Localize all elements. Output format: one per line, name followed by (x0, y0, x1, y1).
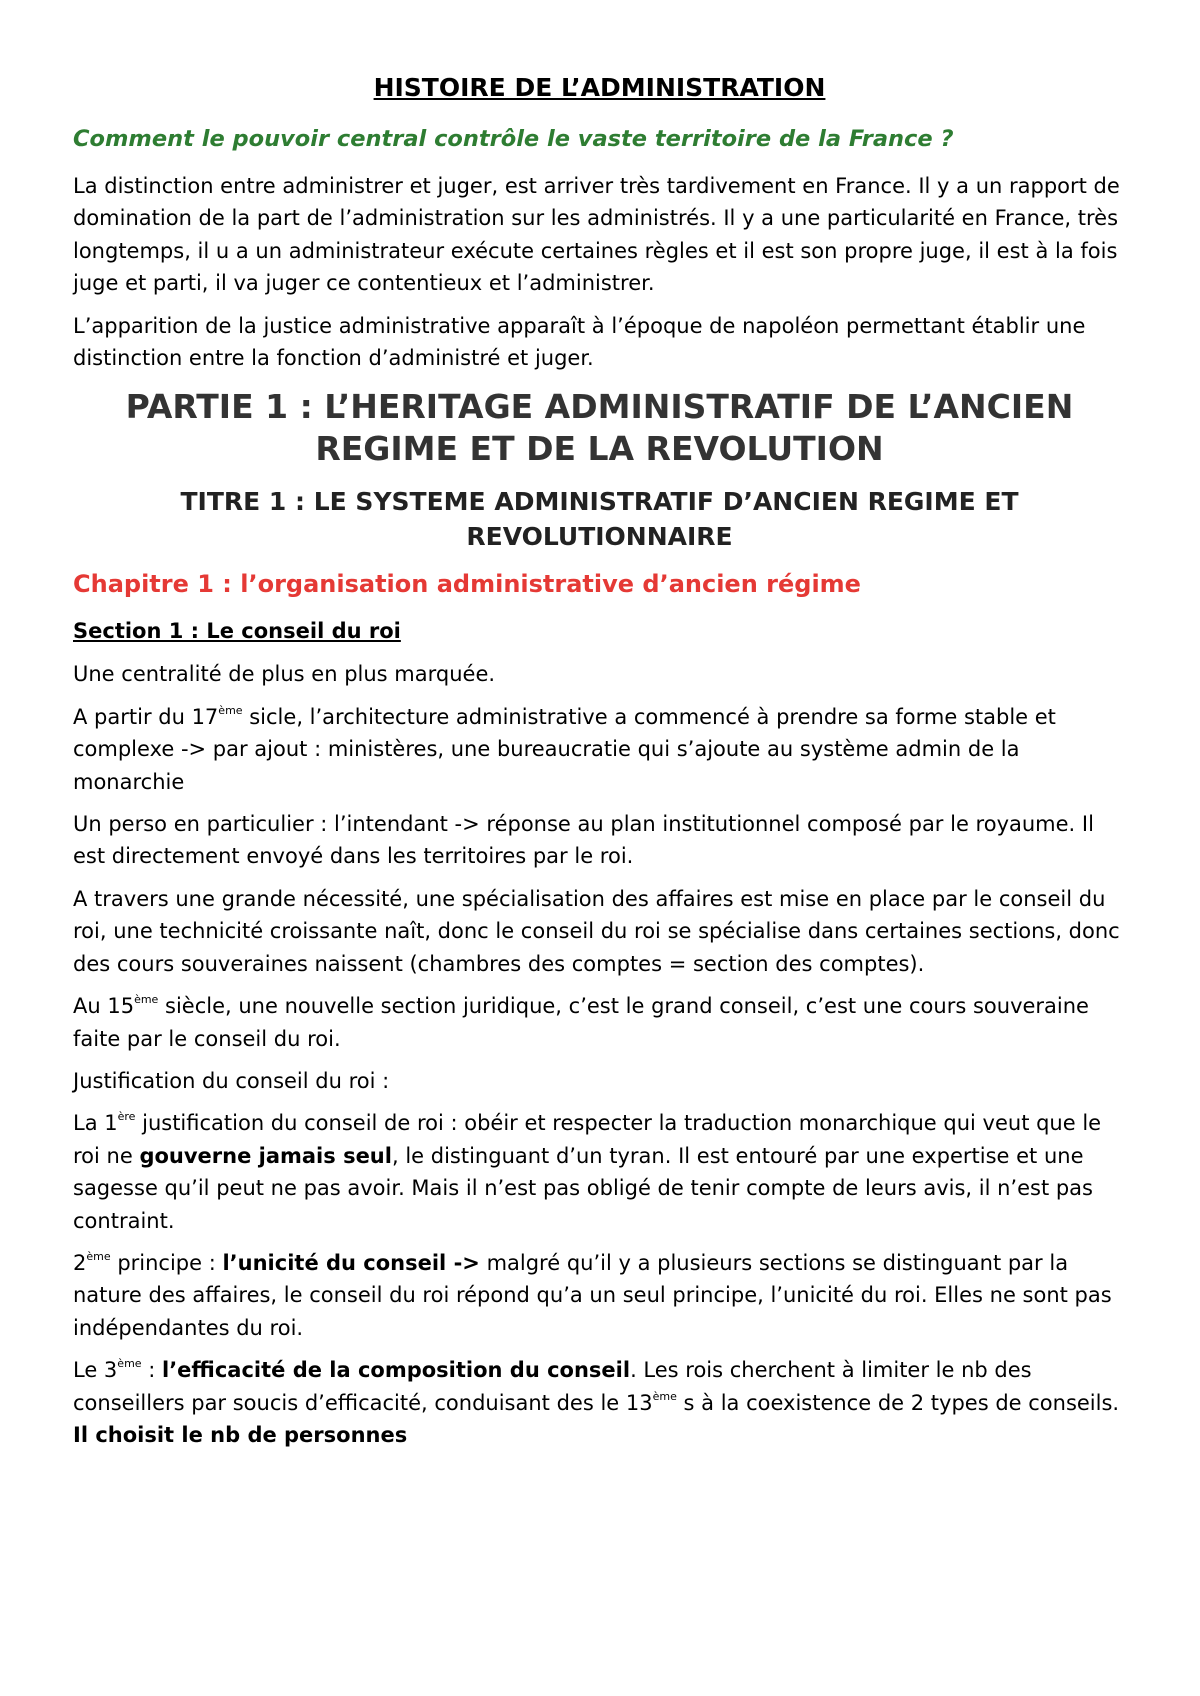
bold-text: l’efficacité de la composition du conseil (162, 1358, 631, 1383)
text-run: siècle, une nouvelle section juridique, c’est le grand conseil, c’est une cours souveraine faite par le conseil du roi. (73, 994, 1089, 1051)
text-run: malgré qu’il y a plusieurs sections se distinguant par la nature des affaires, le conseil du roi répond qu’a un seul principe, l’unicité du roi. Elles ne sont pas indépendantes du roi. (73, 1250, 1112, 1340)
bold-text: Il choisit le nb de personnes (73, 1422, 408, 1447)
text-run: principe : (110, 1250, 223, 1275)
paragraph-17-siecle (73, 701, 1126, 798)
paragraph-justification-3 (73, 1354, 1126, 1451)
section-heading: Section 1 : Le conseil du roi (73, 619, 401, 644)
title-heading: TITRE 1 : LE SYSTEME ADMINISTRATIF D’ANCIEN REGIME ET REVOLUTIONNAIRE (180, 487, 1019, 552)
paragraph-justification-1 (73, 1107, 1126, 1237)
paragraph-specialisation: A travers une grande nécessité, une spécialisation des affaires est mise en place par le conseil du roi, une technicité croissante naît, donc le conseil du roi se spécialise dans certaines sections, donc des cours souveraines naissent (chambres des comptes = section des comptes). (73, 886, 1120, 976)
text-run: justification du conseil de roi : obéir et respecter la traduction monarchique qui veut que le roi ne (73, 1111, 1102, 1168)
document-title: HISTOIRE DE L’ADMINISTRATION (373, 73, 826, 102)
paragraph-justification-heading: Justification du conseil du roi : (73, 1068, 390, 1093)
text-run: 2 (73, 1250, 87, 1275)
superscript: ème (218, 703, 243, 717)
text-run: : (141, 1358, 162, 1383)
text-run: . Les rois cherchent à limiter le nb des conseillers par soucis d’efficacité, conduisant des le 13 (73, 1358, 1032, 1415)
chapter-heading: Chapitre 1 : l’organisation administrative d’ancien régime (73, 570, 861, 599)
text-run: A partir du 17 (73, 704, 219, 729)
text-run: Le 3 (73, 1358, 118, 1383)
text-run: La 1 (73, 1111, 118, 1136)
text-run: , le distinguant d’un tyran. Il est entouré par une expertise et une sagesse qu’il peut ne pas avoir. Mais il n’est pas obligé de tenir compte de leurs avis, il n’est pas contraint. (73, 1143, 1093, 1233)
superscript: ème (117, 1357, 142, 1371)
part-heading: PARTIE 1 : L’HERITAGE ADMINISTRATIF DE L’ANCIEN REGIME ET DE LA REVOLUTION (125, 387, 1074, 469)
bold-text: l’unicité du conseil -> (222, 1250, 480, 1275)
text-run: sicle, l’architecture administrative a commencé à prendre sa forme stable et complexe -> par ajout : ministères, une bureaucratie qui s’ajoute au système admin de la monarchie (73, 704, 1056, 794)
bold-text: gouverne jamais seul (139, 1143, 392, 1168)
text-run: s à la coexistence de 2 types de conseils. (676, 1390, 1120, 1415)
document-subtitle: Comment le pouvoir central contrôle le vaste territoire de la France ? (73, 126, 954, 152)
intro-paragraph-2: L’apparition de la justice administrative apparaît à l’époque de napoléon permettant établir une distinction entre la fonction d’administré et juger. (73, 313, 1086, 371)
text-run: Au 15 (73, 994, 135, 1019)
paragraph-justification-2 (73, 1247, 1126, 1344)
superscript: ème (652, 1389, 677, 1403)
paragraph-15-siecle (73, 990, 1126, 1055)
paragraph-centralite: Une centralité de plus en plus marquée. (73, 662, 496, 687)
superscript: ème (134, 993, 159, 1007)
superscript: ème (86, 1250, 111, 1264)
paragraph-intendant: Un perso en particulier : l’intendant -> réponse au plan institutionnel composé par le royaume. Il est directement envoyé dans les territoires par le roi. (73, 812, 1094, 869)
superscript: ère (117, 1110, 136, 1124)
intro-paragraph-1: La distinction entre administrer et juger, est arriver très tardivement en France. Il y a un rapport de domination de la part de l’administration sur les administrés. Il y a une particularité en France, très longtemps, il u a un administrateur exécute certaines règles et il est son propre juge, il est à la fois juge et parti, il va juger ce contentieux et l’administrer. (73, 174, 1120, 296)
